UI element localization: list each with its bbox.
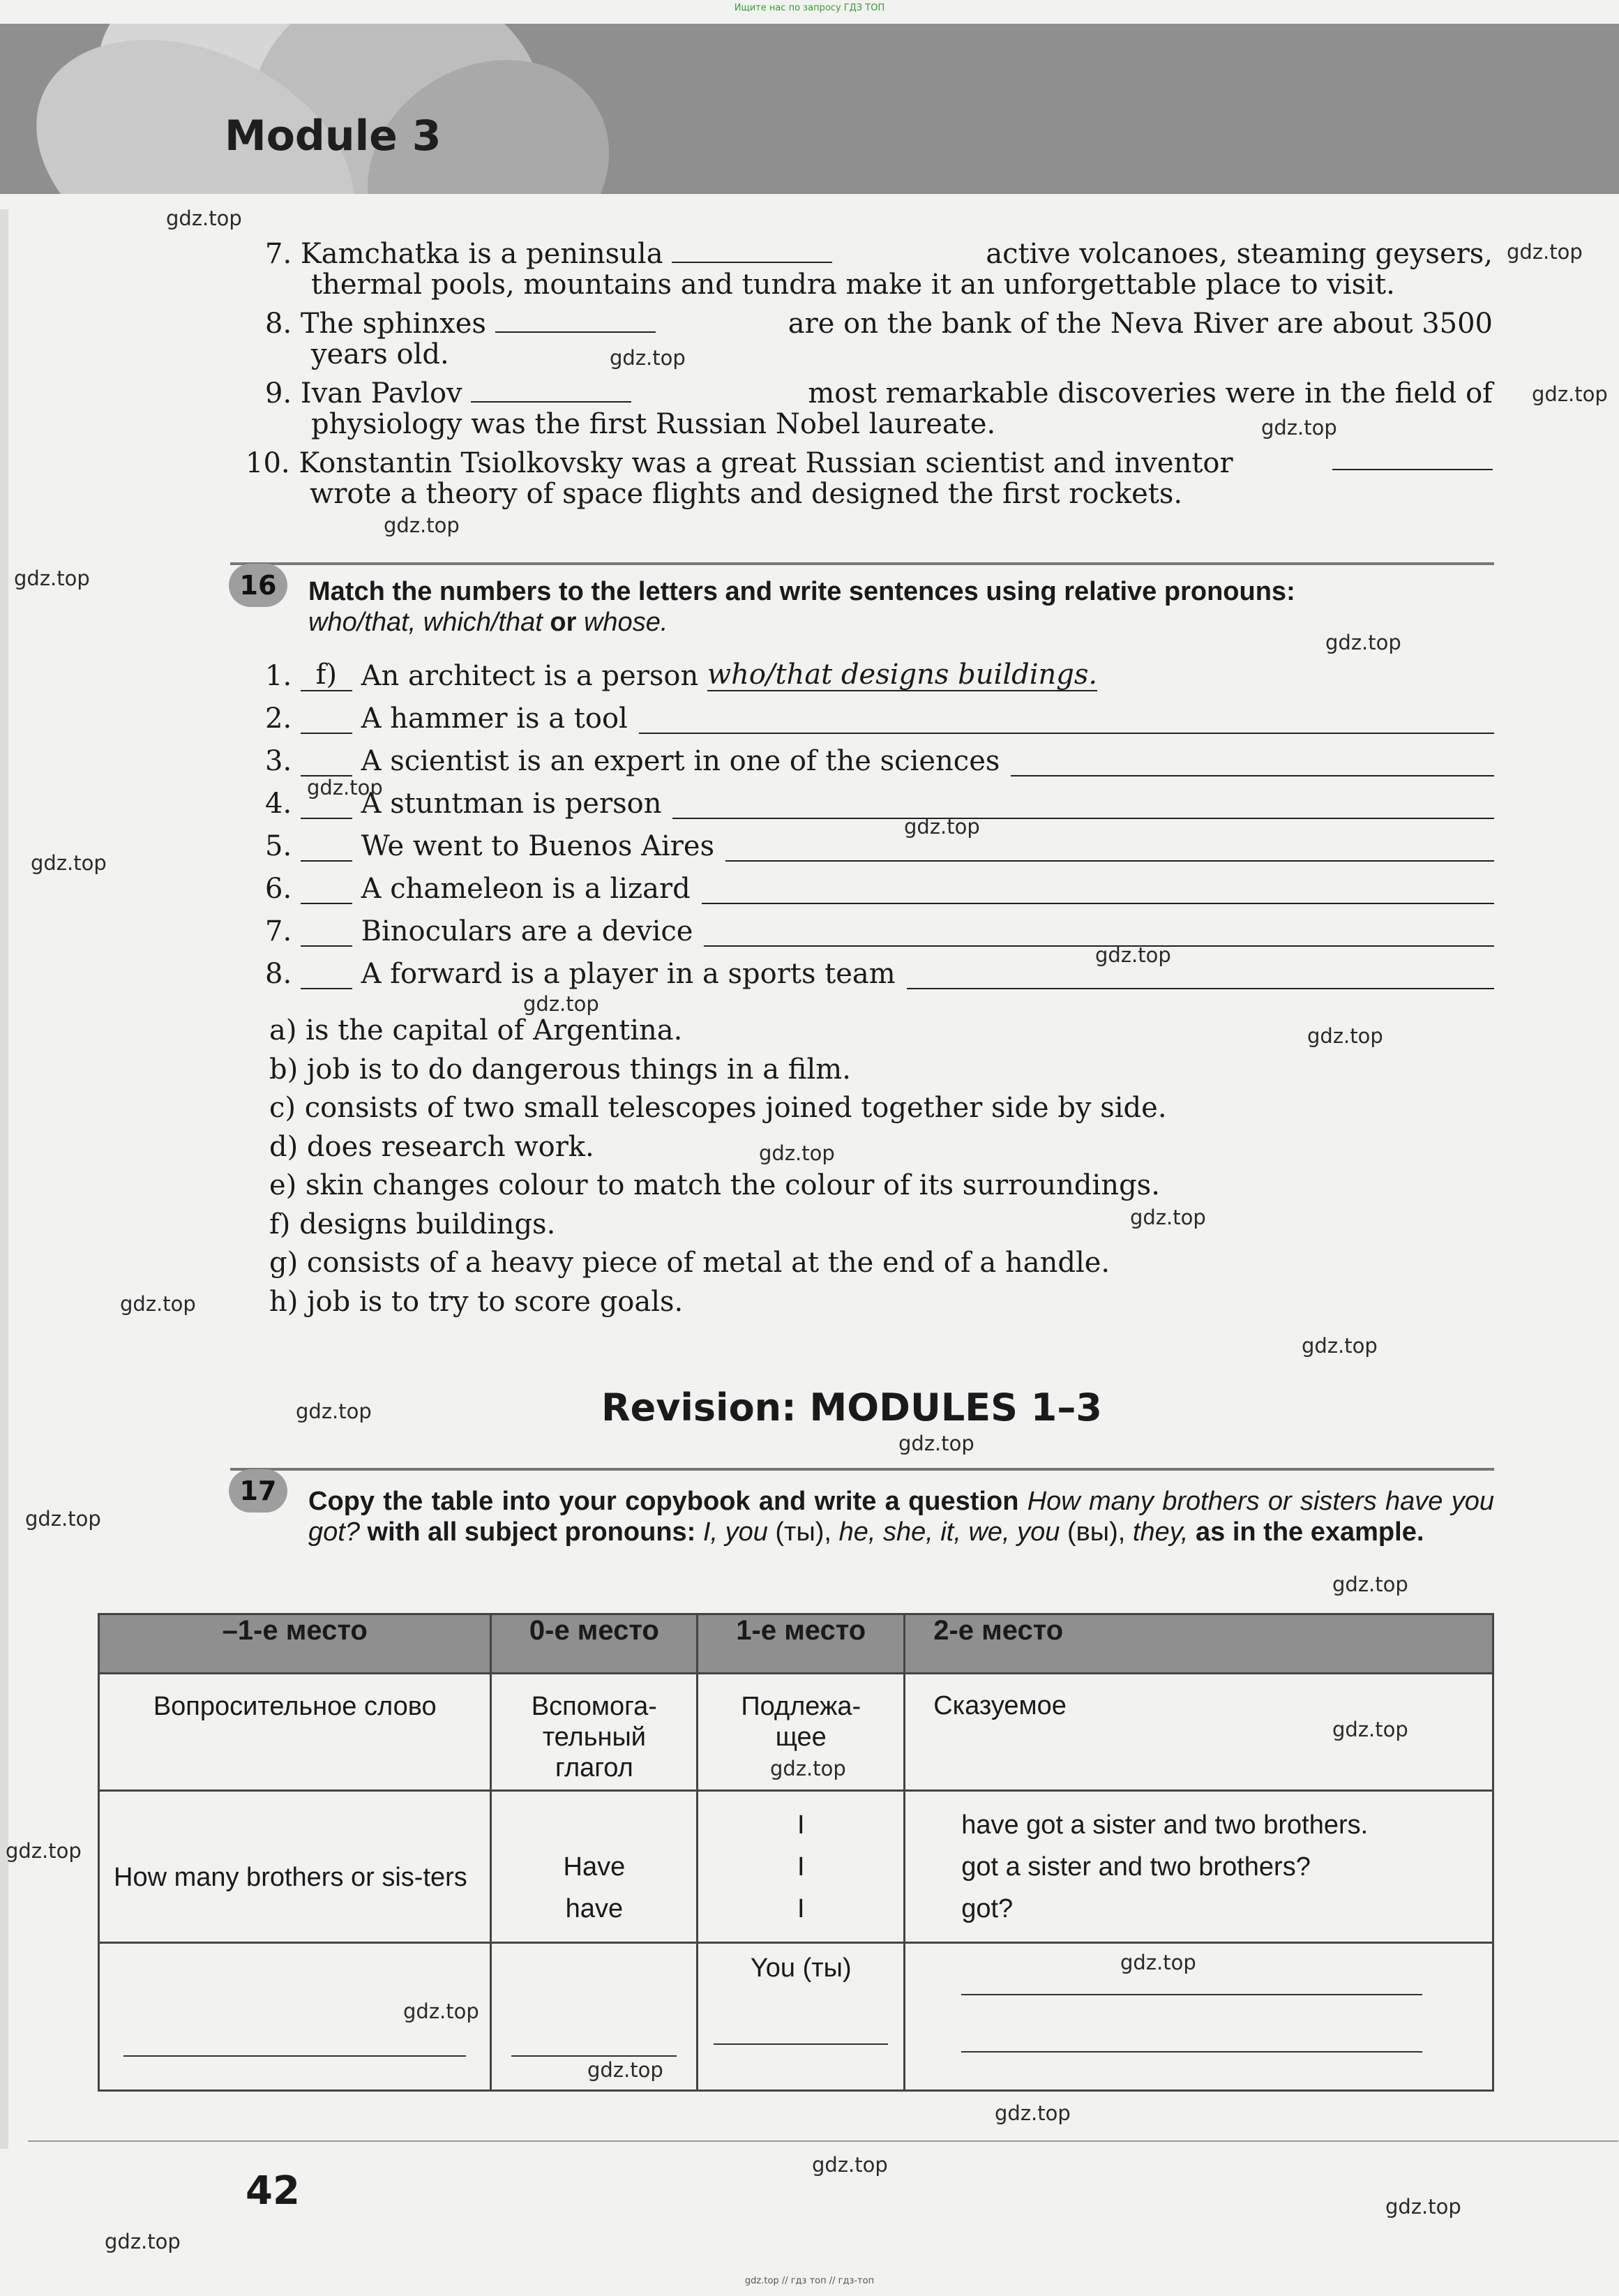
watermark: gdz.top bbox=[296, 1400, 372, 1423]
table-cell: have got a sister and two brothers. got a sister and two brothers? got? bbox=[905, 1791, 1493, 1943]
module-banner bbox=[0, 24, 1619, 194]
list-item: 2. A hammer is a tool bbox=[265, 691, 1494, 734]
watermark: gdz.top bbox=[587, 2058, 663, 2082]
sentence-8: 8. The sphinxes are on the bank of the Neva River are about 3500 years old. bbox=[265, 308, 1493, 370]
list-item: 6. A chameleon is a lizard bbox=[265, 862, 1494, 904]
watermark: gdz.top bbox=[904, 815, 980, 839]
watermark: gdz.top bbox=[1385, 2195, 1461, 2219]
watermark: gdz.top bbox=[1332, 1718, 1408, 1741]
watermark: gdz.top bbox=[1307, 1024, 1383, 1048]
table-cell: I I I bbox=[698, 1791, 905, 1943]
table-header-row bbox=[99, 1614, 1493, 1674]
list-item: d) does research work. bbox=[269, 1130, 594, 1163]
bottom-hint: gdz.top // гдз топ // гдз-топ bbox=[744, 2276, 875, 2286]
watermark: gdz.top bbox=[105, 2230, 181, 2253]
table-row bbox=[99, 1943, 1493, 2091]
watermark: gdz.top bbox=[31, 851, 107, 875]
module-title: Module 3 bbox=[225, 112, 442, 160]
table-cell: Сказуемое bbox=[905, 1674, 1493, 1791]
page-number: 42 bbox=[246, 2168, 300, 2214]
watermark: gdz.top bbox=[384, 513, 460, 537]
exercise-16-items bbox=[265, 649, 1494, 989]
watermark: gdz.top bbox=[14, 567, 90, 590]
watermark: gdz.top bbox=[812, 2153, 888, 2177]
list-item: b) job is to do dangerous things in a film. bbox=[269, 1053, 851, 1086]
watermark: gdz.top bbox=[6, 1839, 82, 1863]
watermark: gdz.top bbox=[898, 1432, 974, 1455]
list-item: c) consists of two small telescopes joined together side by side. bbox=[269, 1092, 1167, 1124]
list-item: 7. Binoculars are a device bbox=[265, 904, 1494, 947]
watermark: gdz.top bbox=[1130, 1206, 1206, 1229]
watermark: gdz.top bbox=[120, 1292, 196, 1316]
watermark: gdz.top bbox=[1332, 1573, 1408, 1596]
list-item: f) designs buildings. bbox=[269, 1208, 556, 1240]
watermark: gdz.top bbox=[307, 776, 383, 800]
watermark: gdz.top bbox=[1532, 382, 1608, 406]
table-cell: Have have bbox=[491, 1791, 698, 1943]
watermark: gdz.top bbox=[166, 207, 242, 230]
list-item: 1. f) An architect is a person who/that designs buildings. bbox=[265, 659, 1098, 692]
sentence-9: 9. Ivan Pavlov most remarkable discoveries were in the field of physiology was the first Russian Nobel laureate. bbox=[265, 377, 1493, 440]
table-cell: Вопросительное слово bbox=[99, 1674, 491, 1791]
watermark: gdz.top bbox=[523, 992, 599, 1016]
exercise-number-badge: 17 bbox=[229, 1469, 287, 1513]
watermark: gdz.top bbox=[1095, 943, 1171, 967]
list-item: 8. A forward is a player in a sports team bbox=[265, 947, 1494, 989]
watermark: gdz.top bbox=[610, 346, 686, 370]
exercise-17-instruction: Copy the table into your copybook and write a question How many brothers or sisters have you got? with all subject pronouns: I, you (ты), he, she, it, we, you (вы), they, as in the example. bbox=[308, 1487, 1494, 1547]
grammar-table bbox=[98, 1613, 1494, 2092]
list-item: a) is the capital of Argentina. bbox=[269, 1014, 683, 1046]
exercise-16-options bbox=[269, 1012, 1497, 1321]
sentence-10: 10. Konstantin Tsiolkovsky was a great Russian scientist and inventor wrote a theory of space flights and designed the first rockets. bbox=[246, 448, 1493, 509]
exercise-16-instruction: Match the numbers to the letters and write sentences using relative pronouns: who/that, which/that or whose. bbox=[308, 577, 1295, 637]
top-hint: Ищите нас по запросу ГДЗ ТОП bbox=[734, 3, 885, 13]
table-row bbox=[99, 1791, 1493, 1943]
table-header: –1-е место bbox=[99, 1614, 491, 1674]
exercise-number-badge: 16 bbox=[229, 564, 287, 607]
list-item: h) job is to try to score goals. bbox=[269, 1285, 684, 1318]
divider bbox=[230, 1468, 1494, 1471]
list-item: g) consists of a heavy piece of metal at the end of a handle. bbox=[269, 1247, 1110, 1279]
revision-title: Revision: MODULES 1–3 bbox=[601, 1386, 1102, 1430]
table-cell bbox=[905, 1943, 1493, 2091]
table-cell: Вспомога-тельный глагол bbox=[491, 1674, 698, 1791]
watermark: gdz.top bbox=[1261, 416, 1337, 440]
footer-divider bbox=[28, 2140, 1618, 2142]
watermark: gdz.top bbox=[995, 2101, 1071, 2125]
table-cell: You (ты) bbox=[698, 1943, 905, 2091]
table-header: 1-е место bbox=[698, 1614, 905, 1674]
watermark: gdz.top bbox=[1325, 631, 1401, 654]
list-item: 3. A scientist is an expert in one of the sciences bbox=[265, 734, 1494, 776]
watermark: gdz.top bbox=[403, 1999, 479, 2023]
list-item: 5. We went to Buenos Aires bbox=[265, 819, 1494, 862]
table-header: 0-е место bbox=[491, 1614, 698, 1674]
table-header: 2-е место bbox=[905, 1614, 1493, 1674]
sentence-7: 7. Kamchatka is a peninsula active volcanoes, steaming geysers, thermal pools, mountains and tundra make it an unforgettable place to visit. bbox=[265, 238, 1493, 301]
watermark: gdz.top bbox=[1120, 1951, 1196, 1974]
table-cell: Подлежа-щее bbox=[698, 1674, 905, 1791]
table-cell: How many brothers or sis-ters bbox=[99, 1791, 491, 1943]
watermark: gdz.top bbox=[25, 1507, 101, 1531]
watermark: gdz.top bbox=[770, 1757, 846, 1780]
watermark: gdz.top bbox=[1507, 240, 1583, 264]
divider bbox=[230, 562, 1494, 565]
watermark: gdz.top bbox=[1302, 1334, 1378, 1358]
list-item: e) skin changes colour to match the colour of its surroundings. bbox=[269, 1169, 1160, 1201]
list-item: 4. A stuntman is person bbox=[265, 776, 1494, 819]
watermark: gdz.top bbox=[759, 1141, 835, 1165]
